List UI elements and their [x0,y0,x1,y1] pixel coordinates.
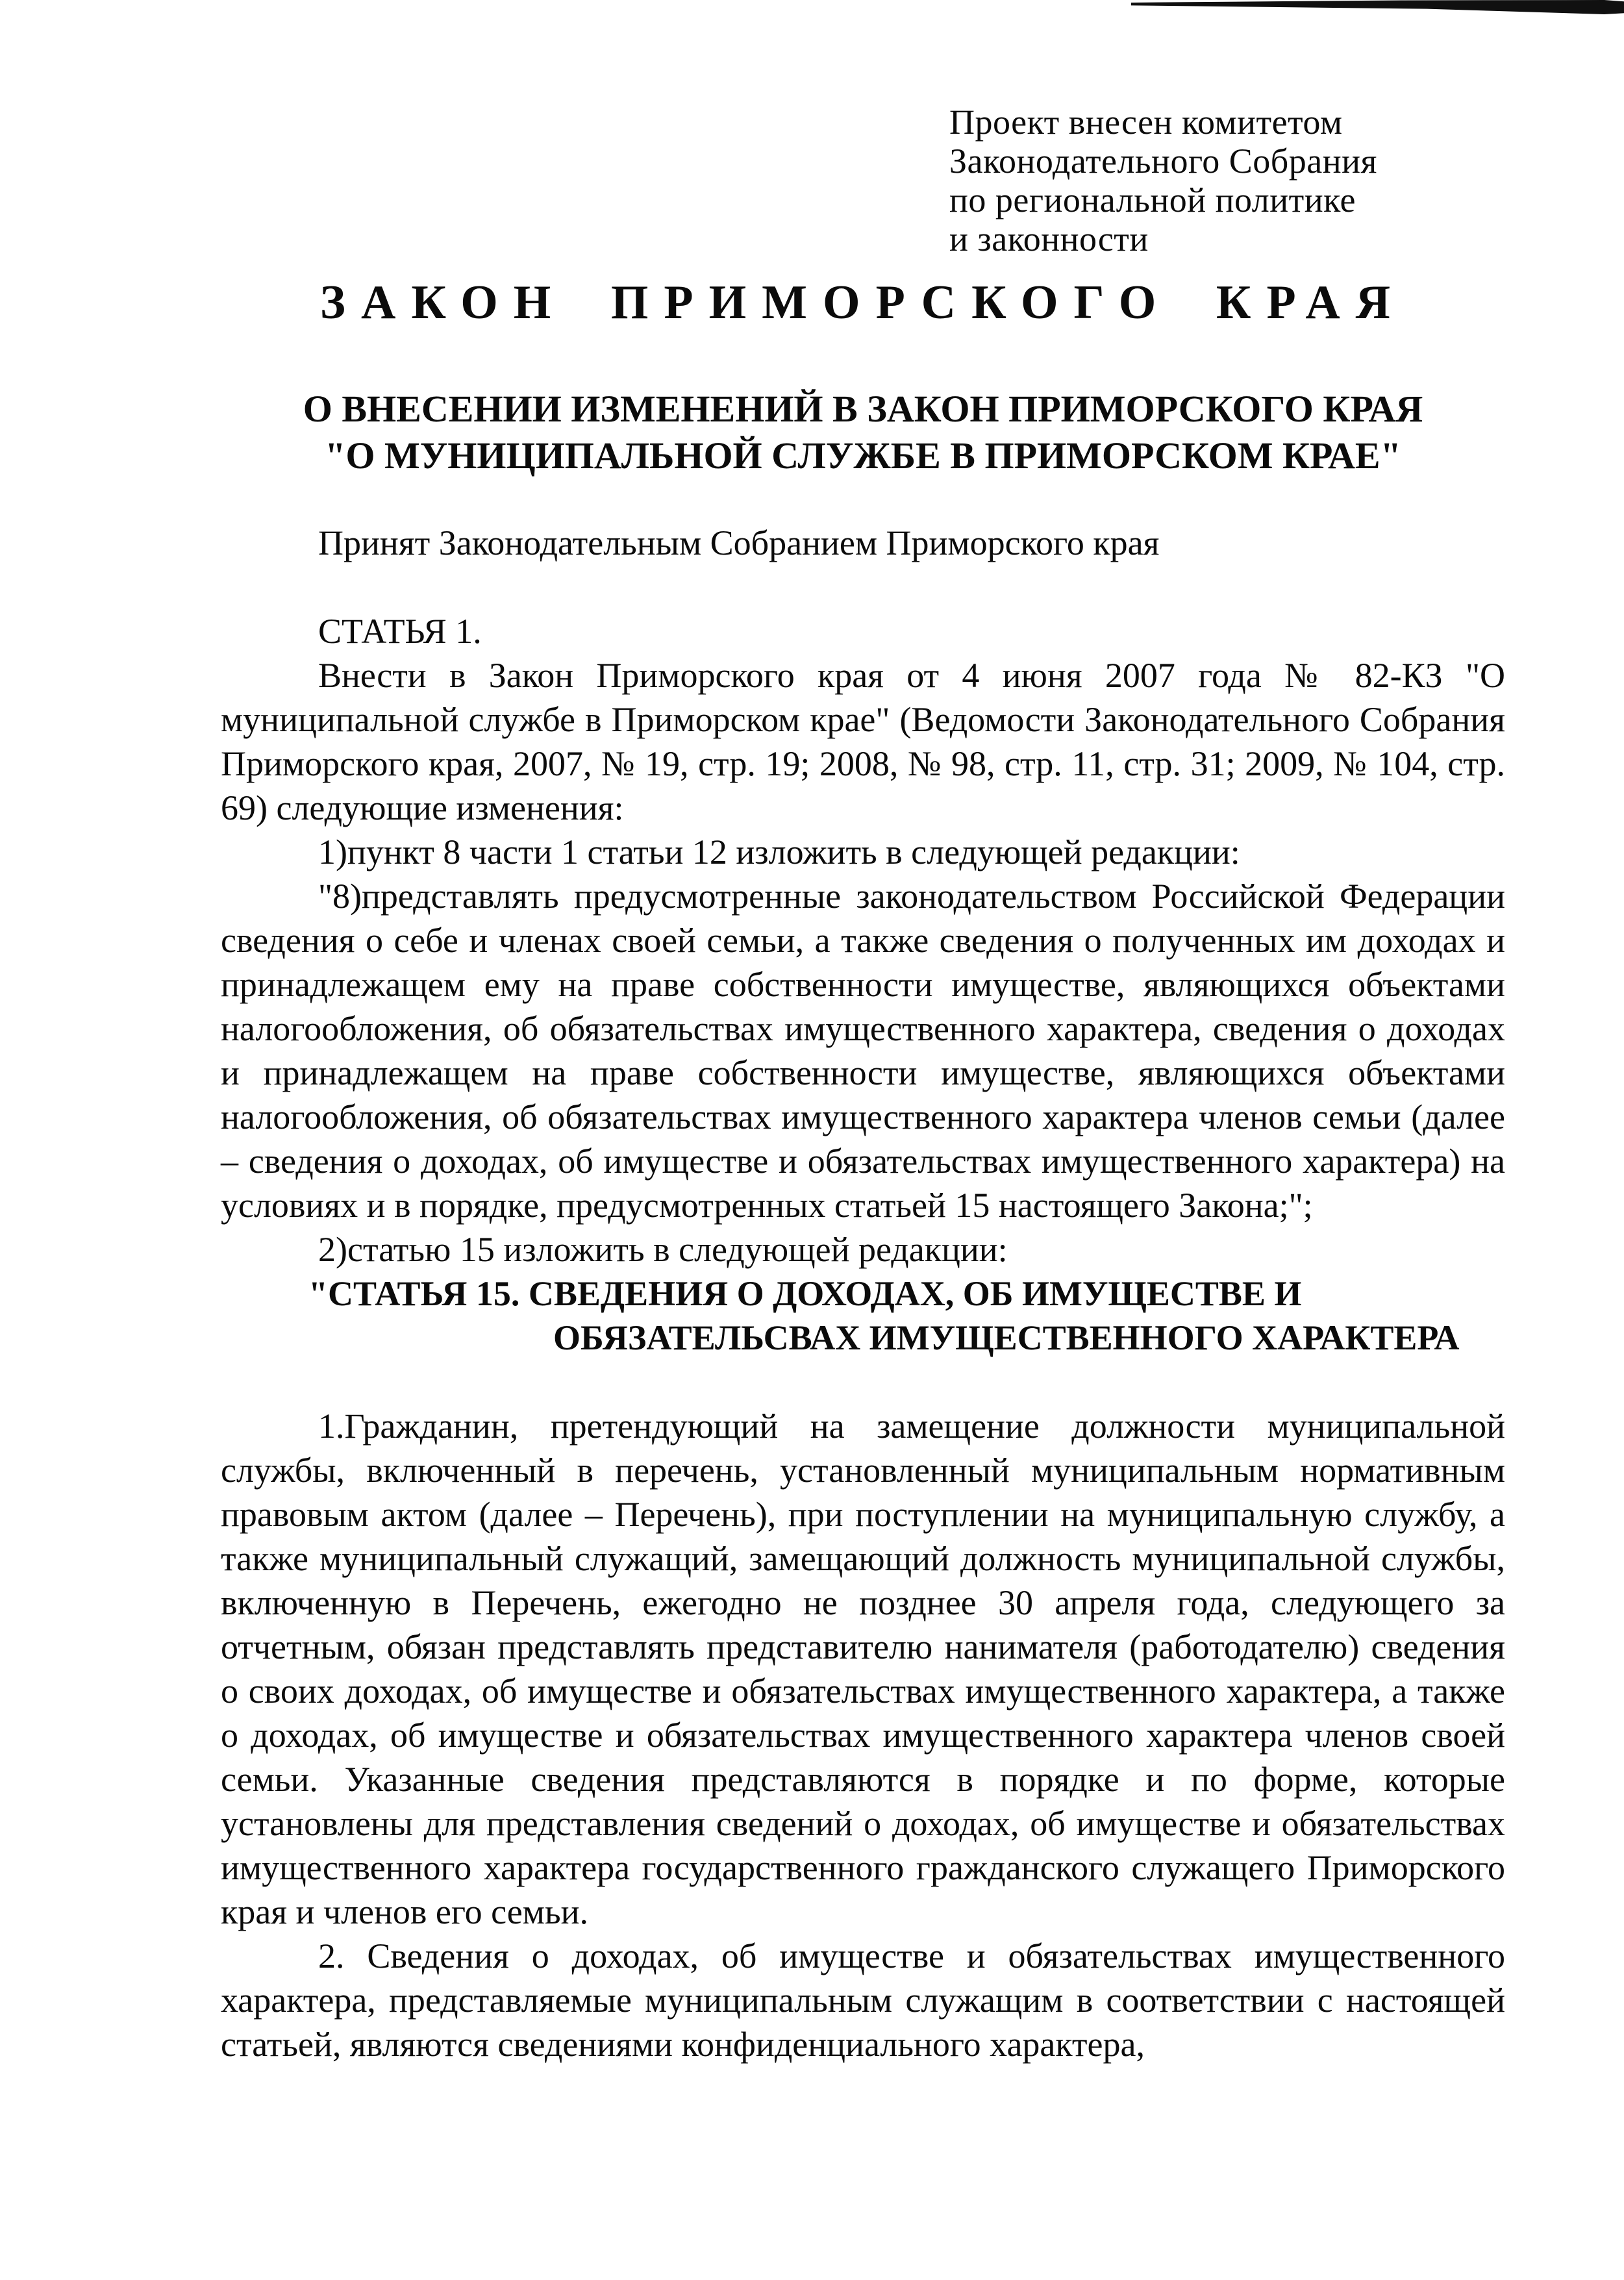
clause-2-paragraph: 2. Сведения о доходах, об имуществе и обязательствах имущественного характера, представляемые муниципальным служащим в соответствии с настоящей статьей, являются сведениями конфиденциального характера, [221,1936,1505,2064]
item-1-text: "8)представлять предусмотренные законодательством Российской Федерации сведения о себе и членах своей семьи, а также сведения о полученных им доходах и принадлежащем ему на праве собственности имуществе, являющихся объектами налогообложения, об обязательствах имущественного характера, сведения о доходах и принадлежащем на праве собственности имуществе, являющихся объектами налогообложения, об обязательствах имущественного характера членов семьи (далее – сведения о доходах, об имуществе и обязательствах имущественного характера) на условиях и в порядке, предусмотренных статьей 15 настоящего Закона;"; [221,877,1505,1225]
committee-note-line: по региональной политике [949,181,1356,219]
committee-note-line: Проект внесен комитетом [949,103,1343,142]
committee-note-line: Законодательного Собрания [949,142,1377,181]
clause-1-paragraph: 1.Гражданин, претендующий на замещение должности муниципальной службы, включенный в перечень, установленный муниципальным нормативным правовым актом (далее – Перечень), при поступлении на муниципальную службу, а также муниципальный служащий, замещающий должность муниципальной службы, включенную в Перечень, ежегодно не позднее 30 апреля года, следующего за отчетным, обязан представлять представителю нанимателя (работодателю) сведения о своих доходах, об имуществе и обязательствах имущественного характера, а также о доходах, об имуществе и обязательствах имущественного характера членов своей семьи. Указанные сведения представляются в порядке и по форме, которые установлены для представления сведений о доходах, об имуществе и обязательствах имущественного характера государственного гражданского служащего Приморского края и членов его семьи. [221,1407,1505,1931]
scan-artifact-line [1131,0,1624,14]
committee-note-line: и законности [949,219,1149,258]
item-1-lead: 1)пункт 8 части 1 статьи 12 изложить в следующей редакции: [318,833,1240,871]
document-subtitle-line: "О МУНИЦИПАЛЬНОЙ СЛУЖБЕ В ПРИМОРСКОМ КРАЕ" [325,434,1401,477]
article-1-label: СТАТЬЯ 1. [318,612,482,651]
committee-note [949,103,1417,258]
item-2-lead: 2)статью 15 изложить в следующей редакции: [318,1230,1008,1269]
document-subtitle [221,386,1505,479]
document-subtitle-line: О ВНЕСЕНИИ ИЗМЕНЕНИЙ В ЗАКОН ПРИМОРСКОГО КРАЯ [303,388,1423,430]
document-title: ЗАКОН ПРИМОРСКОГО КРАЯ [319,276,1406,329]
adopted-line: Принят Законодательным Собранием Приморского края [318,523,1160,562]
article-15-heading-line2: ОБЯЗАТЕЛЬСВАХ ИМУЩЕСТВЕННОГО ХАРАКТЕРА [553,1318,1460,1357]
intro-paragraph: Внести в Закон Приморского края от 4 июня 2007 года № 82-КЗ "О муниципальной службе в Приморском крае" (Ведомости Законодательного Собрания Приморского края, 2007, № 19, стр. 19; 2008, № 98, стр. 11, стр. 31; 2009, № 104, стр. 69) следующие изменения: [221,656,1505,827]
document-body [221,521,1505,2066]
article-15-heading-line1: "СТАТЬЯ 15. СВЕДЕНИЯ О ДОХОДАХ, ОБ ИМУЩЕСТВЕ И [308,1274,1302,1313]
